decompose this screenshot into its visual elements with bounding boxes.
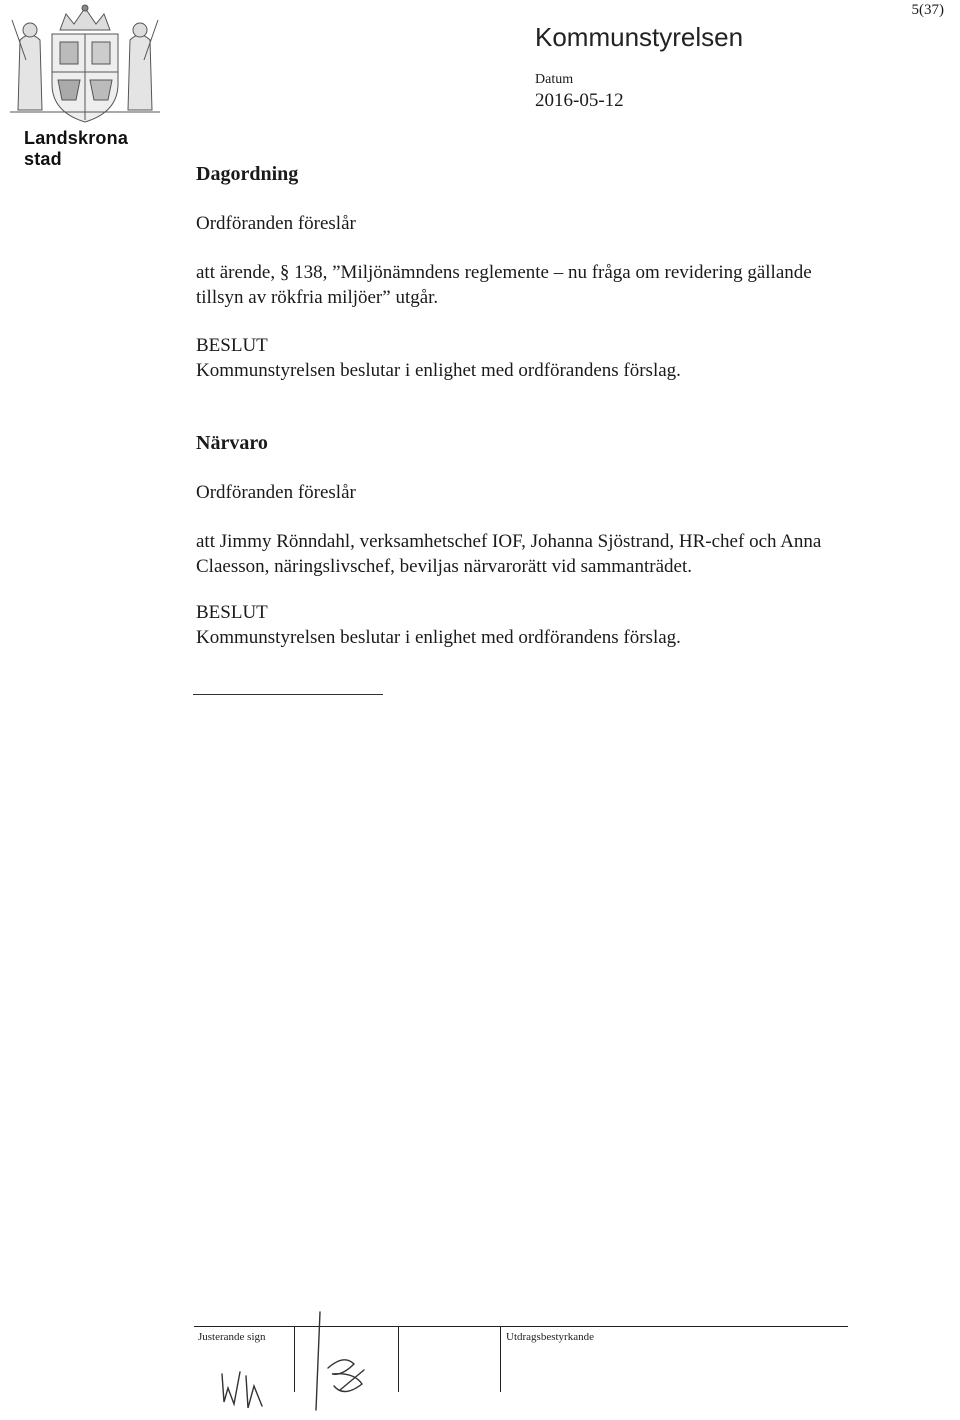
- separator-line: [193, 694, 383, 695]
- certifier-label: Utdragsbestyrkande: [506, 1331, 594, 1343]
- date-value: 2016-05-12: [535, 90, 624, 111]
- decision-text: Kommunstyrelsen beslutar i enlighet med ordförandens förslag.: [196, 360, 681, 381]
- sign-label: Justerande sign: [198, 1331, 266, 1343]
- proposal-line: tillsyn av rökfria miljöer” utgår.: [196, 287, 439, 308]
- proposal-line: Claesson, näringslivschef, beviljas närvarorätt vid sammanträdet.: [196, 556, 692, 577]
- proposal-intro: Ordföranden föreslår: [196, 213, 356, 234]
- decision-label: BESLUT: [196, 602, 268, 623]
- page-title: Kommunstyrelsen: [535, 22, 744, 52]
- footer-divider: [398, 1326, 399, 1392]
- proposal-line: att Jimmy Rönndahl, verksamhetschef IOF, Johanna Sjöstrand, HR-chef och Anna: [196, 531, 822, 552]
- proposal-intro: Ordföranden föreslår: [196, 482, 356, 503]
- section-heading-dagordning: Dagordning: [196, 163, 299, 185]
- date-label: Datum: [535, 72, 574, 87]
- logo-name: Landskrona stad: [24, 128, 129, 169]
- landskrona-logo: [0, 0, 170, 169]
- handwritten-initials-icon: [194, 1310, 394, 1420]
- section-heading-narvaro: Närvaro: [196, 432, 268, 454]
- page-number: 5(37): [911, 2, 944, 18]
- decision-label: BESLUT: [196, 335, 268, 356]
- proposal-line: att ärende, § 138, ”Miljönämndens reglemente – nu fråga om revidering gällande: [196, 262, 812, 283]
- decision-text: Kommunstyrelsen beslutar i enlighet med ordförandens förslag.: [196, 627, 681, 648]
- coat-of-arms-icon: [0, 0, 170, 128]
- footer-divider: [500, 1326, 501, 1392]
- signature-footer: [194, 1326, 848, 1406]
